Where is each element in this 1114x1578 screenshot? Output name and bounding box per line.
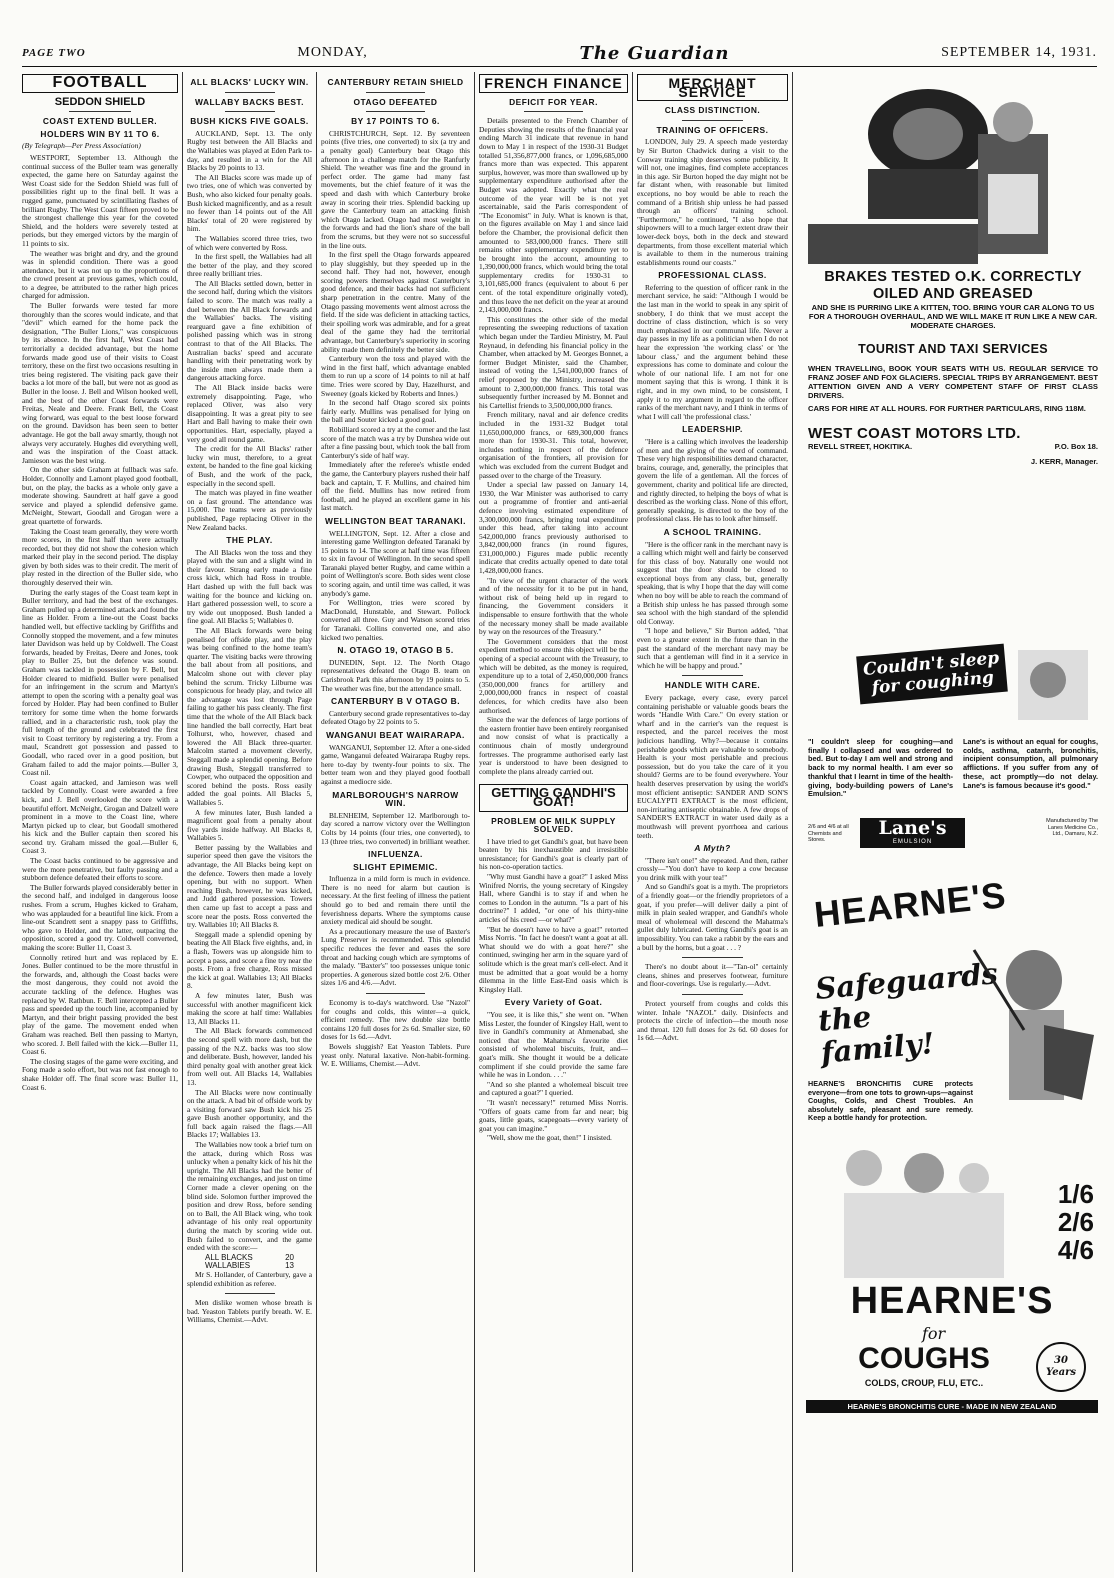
price: 2/6: [1057, 1207, 1094, 1237]
ad-text: "I couldn't sleep for coughing—and finally I collapsed and was ordered to bed. But to-day I am well and strong and back to my normal health. I am ever so thankful that I learnt in time of the health-giving, body-building powers of Lane's Emulsion.": [808, 737, 953, 799]
paragraph: "Well, show me the goat, then!" I insisted.: [487, 1133, 612, 1143]
paragraph: For Wellington, tries were scored by MacDonald, Hunstable, and Stewart. Pollock converted all three. Guy and Watson scored tries for Taranaki. Collins converted one, and also kicked two penalties.: [321, 598, 470, 642]
headline-seddon-shield: SEDDON SHIELD: [54, 95, 146, 108]
paragraph: "I hope and believe," Sir Burton added, "that even to a greater extent in the future than in the past the standard of the merchant navy may be such that a gentleman will find in it a service in which he will be happy and proud.": [637, 626, 788, 670]
lanes-logo-text: Lane's: [878, 817, 947, 839]
knight-illustration: [954, 940, 1100, 1120]
paragraph: Connolly retired hurt and was replaced by E. Jones. Buller continued to be the more thrustful in the forwards, and, although the Coast backs were the most dangerous, they could not avoid the accurate tackling of the defence. Hughes was replaced by W. Rathbun. F. Bell intercepted a Buller pass and speeded up the touch line, accompanied by Martyn, and their bright passing provided the best play of the game. The movement ended when Graham was reached. Bell then passing to Martyn, who scored. J. Bell failed with the kick.—Buller 11, Coast 6.: [22, 952, 178, 1057]
advertisement-note: Bowels sluggish? Eat Yeaston Tablets. Pure yeast only. Natural laxative. Non-habit-forming. W. E. Williams, Chemist.—Advt.: [321, 1041, 470, 1069]
paragraph: The credit for the All Blacks' rather lucky win must, therefore, to a great extent, be handed to the fine goal kicking of Bush, and the work of the pack, especially in the second spell.: [187, 444, 312, 488]
paragraph: Referring to the question of officer rank in the merchant service, he said: "Although I would be the last man in the world to speak in any spirit of snobbery, I do think that we must accept the doctrine of class distinction, which is so very much emphasised in our communal life. Never a day passes in my life as a politician when I do not hear the expression 'the working class' or 'the labour class,' and the argument behind these expressions has come to dominate and colour the whole of our national life. I am not for one moment saying that this is wrong. I think it is right, and in my own mind, to be consistent, I apply it to my argument in regard to the officer ranks of the merchant navy, and I think in terms of what I will call 'the professional class.': [637, 282, 788, 421]
paragraph: The All Black forwards were being penalised for offside play, and the play was being confined to the home team's quarter. The visiting backs were throwing the ball about from all positions, and Malcolm shone out with clever play behind the scrum. Tricky Lilburne was conspicuous for heady play, and twice all the advantage was lost through Page failing to gather his pass cleanly. The first time that the whole of the All Black back line handled the ball correctly, Hart beat Tolhurst, who, however, chased and lowered the All Black three-quarter. Malcolm started a movement cleverly, Steggall made a splendid opening. Before drawing Bush, Steggall transferred to Cowper, who outpaced the opposition and scored behind the posts. Ross easily added the goal points. All Blacks 5, Wallabies 5.: [187, 626, 312, 807]
paragraph: A few minutes later, Bush was successful with another magnificent kick making the score at half time: Wallabies 13, All Blacks 11.: [187, 990, 312, 1026]
hearnes-slogan: Safeguards the family!: [814, 956, 1000, 1070]
subheadline: BUSH KICKS FIVE GOALS.: [190, 116, 309, 127]
subheadline: LEADERSHIP.: [682, 424, 743, 435]
paragraph: Coast again attacked, and Jamieson was well tackled by Connolly. Coast were awarded a free kick, and J. Bell overlooked the score with a beautiful effort. McNeight, Grogan and Dalzell were prominent in a move to the Coast line, where Martyn picked up to clear, but Goodall smothered his kick and the Buller captain then scored his second try. Graham missed the goal.—Buller 6, Coast 3.: [22, 777, 178, 856]
paragraph: "And so she planted a wholemeal biscuit tree and captured a goat?" I queried.: [479, 1079, 628, 1098]
subheadline: DEFICIT FOR YEAR.: [509, 96, 598, 107]
date: SEPTEMBER 14, 1931.: [941, 45, 1097, 60]
column-canterbury: [321, 74, 470, 1569]
subheadline: A SCHOOL TRAINING.: [663, 526, 762, 537]
hearnes-brand-top: HEARNE'S: [812, 874, 1009, 935]
ad-text: HEARNE'S BRONCHITIS CURE protects everyone—from one tots to grown-ups—against Coughs, Colds, and Chest Troubles. An absolutely safe, pleasant and sure remedy. Keep a bottle handy for protection.: [808, 1079, 973, 1123]
hearnes-colds: COLDS, CROUP, FLU, ETC..: [864, 1378, 984, 1388]
headline-gandhis-goat: GETTING GANDHI'S GOAT!: [479, 784, 628, 811]
subheadline: PROFESSIONAL CLASS.: [658, 270, 767, 281]
paragraph: "You see, it is like this," she went on. "When Miss Lester, the founder of Kingsley Hall, went to live in Gandhi's community at Ahmenabad, she noticed that the Mahatma's favourite diet consisted of wholemeal biscuits, fruit, and—goat's milk. She thought it would be a delicate compliment if she could provide the same fare while he was in London. . . .": [479, 1009, 628, 1080]
paragraph: This constitutes the other side of the medal representing the sweeping reductions of taxation which began under the Tardieu Ministry, M. Paul Reynaud, in defending his financial policy in the Chamber, when attacked by M. Georges Bonnet, a former Budget Minister, said the Chamber, instead of voting the 1,541,000,000 francs of relief proposed by the Ministry, increased the amount to 2,300,000,000 francs. This total was subsequently further increased by M. Bonnet and his Cartellist friends to 3,500,000,000 francs.: [479, 314, 628, 410]
section-heading-football: FOOTBALL: [22, 74, 178, 93]
paragraph: WANGANUI, September 12. After a one-sided game, Wanganui defeated Wairarapa Rugby reps. here to-day by twenty-four points to six. The better team won and they played good football against a mediocre side.: [321, 742, 470, 786]
paragraph: Steggall made a splendid opening by beating the All Black five eighths, and, in a flash, Towers was up alongside him to accept a pass, and score a fine try near the posts. From a free charge, Ross missed the kick at goal. Wallabies 13; All Blacks 8.: [187, 929, 312, 991]
paragraph: The All Black forwards commenced the second spell with more dash, but the passing of the N.Z. backs was too slow and deliberate. Bush, however, landed his third penalty goal with another great kick from well out. All Blacks 14, Wallabies 13.: [187, 1026, 312, 1087]
subheadline: WELLINGTON BEAT TARANAKI.: [325, 515, 466, 526]
paragraph: The All Blacks settled down, better in the second half, during which the visitors failed to score. The match was really a duel between the All Black forwards and the Wallabies' backs. The visiting rearguard gave a fine exhibition of polished passing which was in strong contrast to that of the All Blacks. The Australian backs' speed and accurate handling with their penetrating work by the inside men always made them a dangerous attacking force.: [187, 278, 312, 383]
score-value: 20: [285, 1252, 294, 1262]
paragraph: "Why must Gandhi have a goat?" I asked Miss Winifred Norris, the young secretary of Kingsley Hall, where Gandhi is to stay if and when he comes to London in the autumn. "Is a part of his doctrine?" I added, "or one of his thirty-nine articles of his creed —or what?": [479, 872, 628, 925]
subheadline: WALLABY BACKS BEST.: [195, 96, 304, 107]
lanes-logo-sub: EMULSION: [892, 839, 933, 845]
column-rule: [316, 72, 317, 1572]
paragraph: CHRISTCHURCH, Sept. 12. By seventeen points (five tries, one converted) to six (a try and a penalty goal) Canterbury beat Otago this afternoon in a challenge match for the Ranfurly Shield. The weather was fine and the ground in perfect order. The game had many fast movements, but the chief feature of it was the speed and dash with which Canterbury broke away in scoring their tries. Splendid backing up gave the Canterbury team an attacking finish which Otago lacked. Otago had most weight in the forwards and had the lion's share of the ball from the scrums, but they were not so successful in the line outs.: [321, 128, 470, 250]
subheadline: Every Variety of Goat.: [504, 997, 603, 1008]
paragraph: French military, naval and air defence credits included in the 1931-32 Budget total 11,650,000,000 francs, or 689,300,000 francs more than for 1930-31. This total, however, includes nothing in respect of the defence organisation of the frontiers, all provision for which was excluded from the current Budget and passed over to the charge of the Treasury.: [479, 410, 628, 480]
subheadline: HOLDERS WIN BY 11 TO 6.: [40, 128, 160, 139]
paragraph: The All Blacks won the toss and they played with the sun and a slight wind in their favour. Strang early made a fine cross kick, which had Ross in trouble. Hart dashed up with the full back was waiting for the bounce and kicking on. Hart gathered possession well, to score a try wide out unopposed. Bush landed a fine goal. All Blacks 5; Wallabies 0.: [187, 547, 312, 626]
headline-influenza: INFLUENZA.: [368, 849, 423, 860]
paper-title: The Guardian: [579, 42, 730, 64]
paragraph: "It wasn't necessary!" returned Miss Norris. "Offers of goats came from far and near; big goats, little goats, scapegoats—every variety of goat you can imagine.": [479, 1097, 628, 1133]
headline-all-blacks: ALL BLACKS' LUCKY WIN.: [190, 77, 309, 87]
ad-company: WEST COAST MOTORS LTD.: [808, 425, 1021, 442]
headline-canterbury: CANTERBURY RETAIN SHIELD: [327, 77, 464, 87]
subheadline: COAST EXTEND BULLER.: [42, 116, 158, 127]
headline-merchant-service: MERCHANT SERVICE: [637, 74, 788, 101]
paragraph: In the first spell the Otago forwards appeared to play sluggishly, but they speeded up in the second half. They had not, however, enough scoring powers themselves against Canterbury's good defence, and their backs had not sufficient sharp penetration in the centre. Many of the Otago passing movements went almost across the field. If the side was deficient in attacking tactics, their spoiling work was admirable, and for a great deal of the game they had the territorial advantage, but Canterbury's superiority in scoring ability made them definitely the better side.: [321, 250, 470, 354]
advertisement-hearnes: [804, 874, 1100, 1440]
paragraph: Canterbury won the toss and played with the wind in the first half, which advantage enabled them to run up a score of 14 points to nil at half time. Tries were scored by Day, Hazelhurst, and Sweeney (goals kicked by Roberts and Innes.): [321, 354, 470, 398]
advertisement-note: There's no doubt about it—"Tan-ol" certainly cleans, shines and preserves footwear, furniture and floor-coverings. Use is regularly.—Advt.: [637, 962, 788, 989]
paragraph: Details presented to the French Chamber of Deputies showing the results of the financial year ending March 31 indicate that revenue in hand down to May 1 in respect of the 1930-31 Budget totalled 51,356,877,000 francs, or 1,096,685,000 francs more than was expected. This apparent surplus, however, was more than swallowed up by supplementary expenditure authorised after the Budget was adopted. Exactly what the real outcome of the year will be is not yet ascertainable, said the Paris correspondent of "The Economist" in July. What is known is that, on the figures available on May 1 and since laid before the Chamber, the provisional deficit then amounted to 583,000,000 francs. There still remains other supplementary expenditure yet to be brought into the account, amounting to 1,390,000,000 francs, which would bring the total supplementary credits for 1930-31 to 3,101,685,000 francs (equivalent to about 6 per cent. of the total expenditure originally voted), and thus leave the net deficit on the year at around 2,143,000,000 francs.: [479, 116, 628, 315]
paragraph: The Coast backs continued to be aggressive and were the more penetrative, but faulty passing and a stubborn defence defeated their efforts to score.: [22, 856, 178, 883]
advertisement-lanes: [808, 640, 1098, 845]
column-french-finance: [479, 74, 628, 1569]
paragraph: On the other side Graham at fullback was safe. Holder, Connolly and Lamont played good football, but, on the play, the backs as a whole only gave a moderate showing. Saundrett at half gave a good service and played a splendid defensive game. McNeight, Stewart, Goodall and Grogan were a great quartette of forwards.: [22, 465, 178, 526]
paragraph: Influenza in a mild form is much in evidence. There is no need for alarm but caution is necessary. At the first feeling of illness the patient should go to bed and remain there until the feverishness departs. Where the symptoms cause anxiety medical aid should be sought.: [321, 874, 470, 927]
advertisement-west-coast-motors: [808, 74, 1098, 466]
advertisement-note: Economy is to-day's watchword. Use "Nazol" for coughs and colds, this winter—a quick, efficient remedy. The new double size bottle contains 120 full doses for 2s 6d. Smaller size, 60 doses for 1s 6d.—Advt.: [321, 998, 470, 1042]
paragraph: The match was played in fine weather on a fast ground. The attendance was 15,000. The teams were as previously published, Page replacing Oliver in the New Zealand backs.: [187, 488, 312, 532]
family-illustration: [824, 1138, 1014, 1278]
subheadline: CLASS DISTINCTION.: [664, 105, 761, 116]
paragraph: "Here is a calling which involves the leadership of men and the giving of the word of command. These very high responsibilities demand character, brains, courage, and, generally, the principles that govern the life of a gentleman. All the forces of government, charity and political life are directed, and rightly directed, to helping the boys of what is described as the working class. None of this effort, generally speaking, is directed to the boy of the professional class. He has to look after himself.: [637, 436, 788, 524]
paragraph: In the first spell, the Wallabies had all the better of the play, and they scored three really brilliant tries.: [187, 252, 312, 279]
paragraph: "In view of the urgent character of the work and of the necessity for it to be put in hand, without risk of being held up in regard to financing, the Government considers it indispensable to ensure forthwith that the whole of the necessary money shall be made available by way on the resources of the Treasury.": [479, 575, 628, 637]
column-all-blacks: [187, 74, 312, 1569]
paragraph: I have tried to get Gandhi's goat, but have been beaten by his inexhaustible and irresistible unresistance; for Gandhi's goat is clearly part of his non-co-operation tactics.: [479, 836, 628, 872]
paragraph: The All Black inside backs were extremely disappointing. Page, who replaced Oliver, was also very disappointing. It was a great pity to see Hart and Ball having to make their own opportunities. Hart, especially, played a very good all round game.: [187, 383, 312, 444]
years-badge: 30 Years: [1036, 1342, 1086, 1392]
paragraph: The Government considers that the most expedient method to ensure this object will be the opening of a special account with the Treasury, to which will be debited, as the money is required, expenditure up to a total of 2,450,000,000 francs (350,000,000 francs for artillery and 2,000,000,000 francs in respect of coastal defences, for which credits have also been authorised.: [479, 636, 628, 715]
lanes-logo: [860, 818, 965, 848]
paragraph: Taking the Coast team generally, they were worth more scores, in the first half than were actually recorded, but they did not show the cohesion which marked their play in the second period. The display given by both sides was to their credit. The merit of play rested in the direction of the Buller side, who thoroughly deserved their win.: [22, 526, 178, 588]
subheadline: OTAGO DEFEATED: [353, 96, 438, 107]
column-football: [22, 74, 178, 1569]
paragraph: The Buller forwards played considerably better in the second half, and indulged in dangerous loose rushes. From a scrum, Hughes kicked to Graham, who was applauded for a beautiful line kick. From a line-out Scandrett sent a snappy pass to Griffiths, who gave to Holder, and the latter, outpacing the opposition, scored a good try. Coldwell converted, making the score: Buller 11, Coast 3.: [22, 882, 178, 952]
ad-address: REVELL STREET, HOKITIKA.: [808, 442, 913, 451]
paragraph: Robilliard scored a try at the corner and the last score of the match was a try by Dunshea wide out after a fine passing bout, which took the ball from Canterbury's side of half way.: [321, 424, 470, 460]
subheadline: WANGANUI BEAT WAIRARAPA.: [326, 729, 465, 740]
subheadline: SLIGHT EPIMEMIC.: [353, 861, 438, 872]
subheadline: CANTERBURY B V OTAGO B.: [330, 696, 461, 707]
hearnes-strip: HEARNE'S BRONCHITIS CURE - MADE IN NEW ZEALAND: [806, 1400, 1098, 1413]
ad-headline: BRAKES TESTED O.K. CORRECTLY OILED AND GREASED: [824, 269, 1082, 302]
subheadline: BY 17 POINTS TO 6.: [351, 116, 440, 127]
hearnes-coughs: COUGHS: [858, 1342, 990, 1375]
ad-manager: J. KERR, Manager.: [1030, 457, 1098, 466]
column-rule: [632, 72, 633, 1572]
subheadline: MARLBOROUGH'S NARROW WIN.: [332, 789, 459, 809]
paragraph: The closing stages of the game were exciting, and Fong made a solo effort, but was not fast enough to shake Holder off. The final score was: Buller 11, Coast 6.: [22, 1056, 178, 1092]
column-rule: [792, 72, 793, 1572]
ad-address-row: [808, 442, 1098, 451]
paragraph: The All Blacks score was made up of two tries, one of which was converted by Bush, who also kicked four penalty goals. Bush kicked magnificently, and as a result no fewer than 14 points out of the All Blacks' total of 20 were registered by him.: [187, 172, 312, 234]
ad-text: CARS FOR HIRE AT ALL HOURS. FOR FURTHER PARTICULARS, RING 118M.: [808, 404, 1086, 413]
ad-box: P.O. Box 18.: [1054, 442, 1098, 451]
ad-price: 2/6 and 4/6 at all Chemists and Stores.: [808, 824, 849, 843]
day: MONDAY,: [297, 45, 368, 60]
ad-text: AND SHE IS PURRING LIKE A KITTEN, TOO. BRING YOUR CAR ALONG TO US FOR A THOROUGH OVERHAUL, AND WE WILL MAKE IT RUN LIKE A NEW CAR. MODERATE CHARGES.: [808, 303, 1098, 330]
price: 4/6: [1057, 1235, 1094, 1265]
paragraph: During the early stages of the Coast team kept in Buller territory, and had the best of the exchanges. Graham pulled up a determined attack and found the line as Holder. From a line-out the Coast backs handled well, but effective tackling by Griffiths and Connolly stopped the movement, and a few minutes later Davidson was held up by Coldwell. The Coast forwards, headed by Freitas, Deere and Jones, took play to Buller 25, but the defence was sound. Graham was tackled in possession by F. Bell, but Holder cleared to midfield. Buller were penalised for an infringement in the scrum and Martyn's attempt to open the scoring with a penalty goal was forced by Holder. Play had been confined to Buller territory for some time when the home forwards rallied, and in a characteristic rush, took play the full length of the ground and celebrated the first visit to Coast territory by registering a try. From a maul, Scandrett got possession and passed to Goodall, who raced over in a good position, but Graham failed to add the major points.—Buller 3, Coast nil.: [22, 587, 178, 778]
paragraph: Canterbury second grade representatives to-day defeated Otago by 22 points to 5.: [321, 708, 470, 727]
paragraph: The Buller forwards were tested far more thoroughly than the scores would indicate, and that "devil" which earned for the home pack the designation, "The Buller Lions," was conspicuous by its absence. In the first half, West Coast had territorially a decided advantage, but the home forwards made good use of their visits to Coast territory, these on the first two occasions resulting in tries being registered. The visiting pack gave their backs a lot more of the ball, but were not as good as Buller in the loose. J. Bell and Wilson hooked well, and the best of the other Coast forwards were Freitas, Neale and Deere. Frank Bell, the Coast wing forward, was equal to the best loose forward on the ground. Davidson has been seen to better advantage. He got the ball away smartly, though not always very accurately. Hughes did everything well, and was the inspiration of the Coast attack. Jamieson was the best wing.: [22, 301, 178, 465]
paragraph: The weather was bright and dry, and the ground was in splendid condition. There was a good attendance, but it was not up to the proportions of the crowd present at previous games, which could, to a degree, be attributed to the rather high prices charged for admission.: [22, 248, 178, 301]
price-list: [1034, 1180, 1094, 1264]
subheadline: TRAINING OF OFFICERS.: [656, 124, 769, 135]
subheadline: PROBLEM OF MILK SUPPLY SOLVED.: [491, 815, 616, 835]
paragraph: Since the war the defences of large portions of the eastern frontier have been entirely reorganised and now consist of what is practically a continuous chain of mostly underground fortresses. The programme authorised early last year is understood to have been designed to complete the plans already carried out.: [479, 715, 628, 776]
price: 1/6: [1057, 1179, 1094, 1209]
column-rule: [182, 72, 183, 1572]
subheadline: N. OTAGO 19, OTAGO B 5.: [337, 645, 454, 656]
column-merchant-service: [637, 74, 788, 1569]
ad-banner: Couldn't sleep for coughing: [856, 644, 1008, 705]
paragraph: And so Gandhi's goat is a myth. The proprietors of a friendly goat—or the friendly proprietors of a goat, if you prefer—will deliver daily a pint of milk in plain sealed wrapper, and Gandhi's whole meal of wholemeal will descend the Mahatma's gullet duly lubricated. Getting Gandhi's goat is an impossibility. You can take a rabbit by the ears and a bull by the horns, but a goat . . . ?: [637, 882, 788, 952]
subheadline-the-play: THE PLAY.: [226, 535, 273, 546]
paragraph: "But he doesn't have to have a goat!" retorted Miss Norris. "In fact he doesn't want a goat at all. What should we do with a goat here?" she continued, swinging her arm in the square yard of solitude which is the great man's cell-elect. And it must be admitted that a goat would be a horny dilemma in the little East-End oasis which is Kingsley Hall.: [479, 924, 628, 994]
paragraph: BLENHEIM, September 12. Marlborough to-day scored a narrow victory over the Wellington Colts by 14 points (four tries, one converted), to 13 (three tries, two converted) in brilliant weather.: [321, 810, 470, 846]
paragraph: WESTPORT, September 13. Although the continual success of the Buller team was generally expected, the game here on Saturday against the West Coast side for the Seddon Shield was full of possibilities right up to the final bell. It was a rugged game, punctuated by scintillating flashes of brilliant Rugby. The West Coast fifteen proved to be the strongest challenge this year for the coveted Shield, and the holders were severely tested at periods, but they emerged victors by the margin of 11 points to six.: [22, 152, 178, 248]
hearnes-brand-bottom: HEARNE'S: [850, 1280, 1054, 1322]
score-team: ALL BLACKS: [205, 1252, 253, 1262]
paragraph: The All Blacks were now continually on the attack. A bad bit of offside work by a visiting forward saw Bush kick his 25 gave Bush another opportunity, and the full back again raised the flags.—All Blacks 17; Wallabies 13.: [187, 1087, 312, 1140]
paragraph: Under a special law passed on January 14, 1930, the War Minister was authorised to carry out a programme of frontier and anti-aerial defence involving estimated expenditure of 3,300,000,000 francs, bringing total expenditure under this head, after taking into account 542,000,000 francs previously authorised to 3,842,000,000 francs (in round figures, £31,000,000.) Figures made public recently indicate that credits actually opened to date total 1,428,000,000 francs.: [479, 480, 628, 576]
paragraph: "Here is the officer rank in the merchant navy is a calling which might well and fairly be conserved for this class of boy. Naturally one would not suggest that the door should be closed to exceptional boys from any class, but, generally speaking, that is why I hope that the day will come when no boy will be able to reach the command of a British ship unless he has passed through some sea school with the high standard of the splendid old Conway.: [637, 539, 788, 626]
page-number: PAGE TWO: [22, 47, 86, 59]
paragraph: Better passing by the Wallabies and superior speed then gave the visitors the advantage, the All Blacks being kept on the defence. Towers then made a lovely opening, but with no support. When reaching Bush, however, he was kicked, and Judd gathered possession. Towers then came up fast to accept a pass and score near the posts. Ross converted the try. Wallabies 10; All Blacks 8.: [187, 842, 312, 930]
ad-text: Lane's is without an equal for coughs, colds, asthma, catarrh, bronchitis, incipient consumption, all pulmonary afflictions. If you suffer from any of these, act promptly—do not delay. Lane's is famous because it's good.": [963, 737, 1098, 790]
paragraph: "There isn't one!" she repeated. And then, rather crossly—"You don't have to keep a cow because you drink milk with your tea!": [637, 855, 788, 882]
paragraph: A few minutes later, Bush landed a magnificent goal from a penalty about five yards inside halfway. All Blacks 8, Wallabies 5.: [187, 807, 312, 843]
subheadline: HANDLE WITH CARE.: [664, 680, 761, 691]
byline: (By Telegraph—Per Press Association): [22, 141, 141, 151]
paragraph: In the second half Otago scored six points fairly early. Mullins was penalised for lying on the ball and Souter kicked a good goal.: [321, 398, 470, 425]
paragraph: Every package, every case, every parcel containing perishable or valuable goods bears the words "Handle With Care." On every station or wharf and in the carrier's van the request is respected, and the parcel receives the most judicious handling. Why?—because it contains perishable goods which are valuable to somebody. Health is your most perishable and precious possession, but do you take the care of it you should? Germs are to be found everywhere. Your health deserves preservation by using the world's most efficient antiseptic: SANDER AND SON'S EUCALYPTI EXTRACT is the most efficient, non-irritating antiseptic obtainable. A few drops of SANDER'S EXTRACT in water used daily as a mouthwash will prevent pyorrhoea and carious teeth.: [637, 693, 788, 840]
sleeper-illustration: [1008, 640, 1098, 730]
ad-manufacturer: Manufactured by The Lanes Medicine Co., Ltd., Oamaru, N.Z.: [1046, 818, 1098, 837]
paragraph: The Wallabies now took a brief turn on the attack, during which Ross was unlucky when a penalty kick of his hit the upright. The All Blacks had the better of the remaining exchanges, and just on time Corner made a clever opening on the blind side. Solomon further improved the position and drew Ross, before sending on to Ball, the All Black wing, who took advantage of his only real opportunity during the match by scoring wide out. Bush failed to convert, and the game ended with the score:—: [187, 1140, 312, 1253]
masthead: [22, 40, 1097, 67]
hearnes-for: for: [922, 1324, 946, 1343]
column-rule: [474, 72, 475, 1572]
headline-french-finance: FRENCH FINANCE: [479, 74, 628, 93]
paragraph: AUCKLAND, Sept. 13. The only Rugby test between the All Blacks and the Wallabies was played at Eden Park to-day, and resulted in a win for the All Blacks by 20 points to 13.: [187, 128, 312, 173]
paragraph: The Wallabies scored three tries, two of which were converted by Ross.: [187, 233, 312, 252]
advertisement-note: Protect yourself from coughs and colds this winter. Inhale "NAZOL" daily. Disinfects and protects the circle of infection—the mouth nose and throat. 120 full doses for 2s 6d. 60 doses for 1s 6d.—Advt.: [637, 999, 788, 1043]
subheadline: A Myth?: [694, 843, 731, 854]
advertisement-note: Men dislike women whose breath is bad. Yeaston Tablets purify breath. W. E. Williams, Chemist.—Advt.: [187, 1298, 312, 1325]
paragraph: As a precautionary measure the use of Baxter's Lung Preserver is recommended. This splendid specific reduces the fever and eases the sore throat and hacking cough which are symptoms of the malady. "Baxter's" too possesses unique tonic properties. A generous sized bottle cost 2/6. Other sizes 1/6 and 4/6.—Advt.: [321, 926, 470, 988]
paragraph: LONDON, July 29. A speech made yesterday by Sir Burton Chadwick during a visit to the Conway training ship deserves some publicity. It will not, one imagines, find complete acceptances in this age. Sir Burton hoped the day might not be far distant when, with reasonable but limited exceptions, no boy would be able to reach the command of a British ship unless he had passed through an officers' training school. "Furthermore," he continued, "I also hope that shipowners will to a much larger extent draw their lower-deck boys, both in the deck and steward departments, from those excellent material which is available to them in the numerous training establishments round our coasts.": [637, 137, 788, 267]
paragraph: DUNEDIN, Sept. 12. The North Otago representatives defeated the Otago B. team on Carisbrook Park this afternoon by 19 points to 5. The weather was fine, but the attendance small.: [321, 657, 470, 693]
mechanic-illustration: [808, 74, 1098, 264]
paragraph: Immediately after the referee's whistle ended the game, the Canterbury players rushed their half back and captain, T. F. Mullins, and chaired him off the field. Mullins has now retired from football, and he played an excellent game in his last match.: [321, 460, 470, 513]
paragraph: WELLINGTON, Sept. 12. After a close and interesting game Wellington defeated Taranaki by 15 points to 14. The score at half time was fifteen to six in favour of Wellington. In the second spell Taranaki played better Rugby, and came within a point of Wellington's score. Both sides went close to scoring again, and until time was called, it was anybody's game.: [321, 528, 470, 598]
paragraph: Mr S. Hollander, of Canterbury, gave a splendid exhibition as referee.: [187, 1269, 312, 1288]
ad-headline: TOURIST AND TAXI SERVICES: [858, 342, 1048, 356]
ad-text: WHEN TRAVELLING, BOOK YOUR SEATS WITH US. REGULAR SERVICE TO FRANZ JOSEF AND FOX GLACIERS. SPECIAL TRIPS BY ARRANGEMENT. BEST ATTENTION GIVEN AND A VERY COMPETENT STAFF OF FIRST CLASS DRIVERS.: [808, 364, 1098, 400]
score-team: WALLABIES: [205, 1261, 251, 1271]
score-value: 13: [285, 1261, 294, 1271]
